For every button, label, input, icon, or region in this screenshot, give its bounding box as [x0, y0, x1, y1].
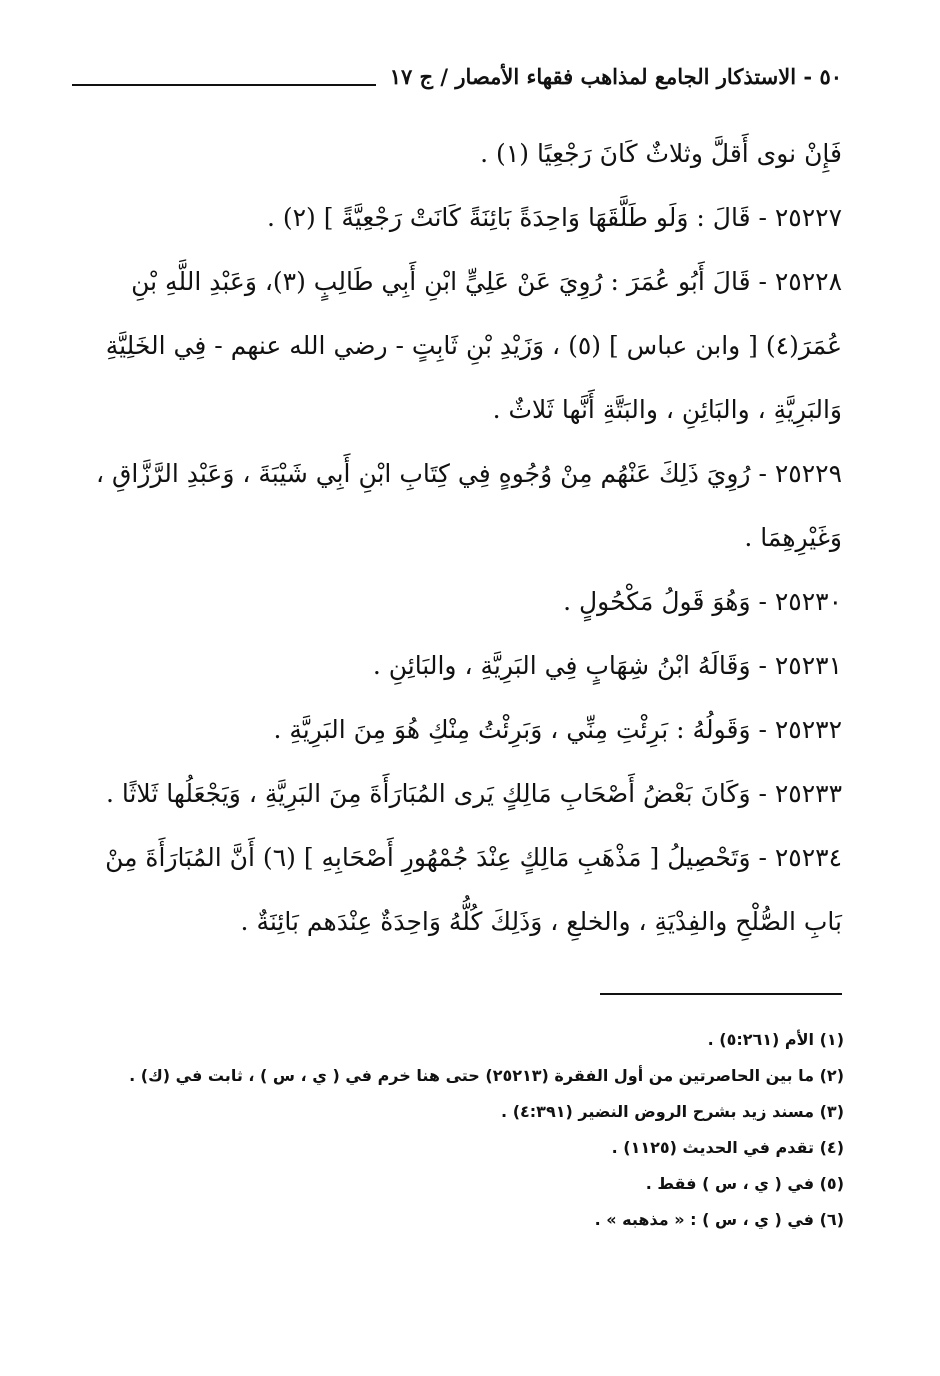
paragraph: ٢٥٢٢٨ - قَالَ أَبُو عُمَرَ : رُوِيَ عَنْ عَلِيٍّ ابْنِ أَبِي طَالِبٍ (٣)، وَعَبْدِ اللَّهِ بْنِ عُمَرَ(٤) [ وابن عباس ] (٥) ، وَزَيْدِ بْنِ ثَابِتٍ - رضي الله عنهم - فِي الخَلِيَّةِ وَالبَرِيَّةِ ، والبَائِنِ ، والبَتَّةِ أَنَّها ثَلاثٌ . — [105, 267, 842, 424]
paragraph: ٢٥٢٢٧ - قَالَ : وَلَو طَلَّقَهَا وَاحِدَةً بَائِنَةً كَانَتْ رَجْعِيَّةً ] (٢) . — [266, 203, 842, 232]
main-text — [70, 122, 842, 954]
footnote: (٤) تقدم في الحديث (١١٢٥) . — [611, 1138, 844, 1157]
footnote: (١) الأم (٥:٢٦١) . — [707, 1030, 844, 1049]
running-header — [72, 56, 842, 96]
paragraph: ٢٥٢٣٢ - وَقَولُهُ : بَرِئْتِ مِنِّي ، وَبَرِئْتُ مِنْكِ هُوَ مِنَ البَرِيَّةِ . — [273, 715, 842, 744]
footnote: (٣) مسند زيد بشرح الروض النضير (٤:٣٩١) . — [501, 1102, 844, 1121]
footnote-separator — [600, 993, 842, 995]
running-title: ٥٠ - الاستذكار الجامع لمذاهب فقهاء الأمصار / ج ١٧ — [389, 63, 842, 89]
paragraph: فَإِنْ نوى أَقلَّ وثلاثٌ كَانَ رَجْعِيًا (١) . — [480, 139, 842, 168]
footnote: (٥) في ( ي ، س ) فقط . — [645, 1174, 844, 1193]
paragraph: ٢٥٢٣١ - وَقَالَهُ ابْنُ شِهَابٍ فِي البَرِيَّةِ ، والبَائِنِ . — [372, 651, 842, 680]
paragraph: ٢٥٢٣٠ - وَهُوَ قَولُ مَكْحُولٍ . — [563, 587, 842, 616]
paragraph: ٢٥٢٣٤ - وَتَحْصِيلُ [ مَذْهَبِ مَالِكٍ عِنْدَ جُمْهُورِ أَصْحَابِهِ ] (٦) أَنَّ المُبَارَأَةَ مِنْ بَابِ الصُّلْحِ والفِدْيَةِ ، والخلعِ ، وَذَلِكَ كُلُّهُ وَاحِدَةٌ عِنْدَهم بَائِنَةٌ . — [105, 843, 842, 936]
footnote: (٢) ما بين الحاصرتين من أول الفقرة (٢٥٢١٣) حتى هنا خرم في ( ي ، س ) ، ثابت في (ك) . — [129, 1066, 844, 1085]
paragraph: ٢٥٢٣٣ - وَكَانَ بَعْضُ أَصْحَابِ مَالِكٍ يَرى المُبَارَأَةَ مِنَ البَرِيَّةِ ، وَيَجْعَلُها ثَلاثًا . — [105, 779, 842, 808]
paragraph: ٢٥٢٢٩ - رُوِيَ ذَلِكَ عَنْهُم مِنْ وُجُوهٍ فِي كِتَابِ ابْنِ أَبِي شَيْبَةَ ، وَعَبْدِ الرَّزَّاقِ ، وَغَيْرِهِمَا . — [96, 459, 842, 552]
footnote: (٦) في ( ي ، س ) : « مذهبه » . — [594, 1210, 844, 1229]
footnotes — [70, 1022, 844, 1238]
header-rule — [72, 84, 376, 86]
